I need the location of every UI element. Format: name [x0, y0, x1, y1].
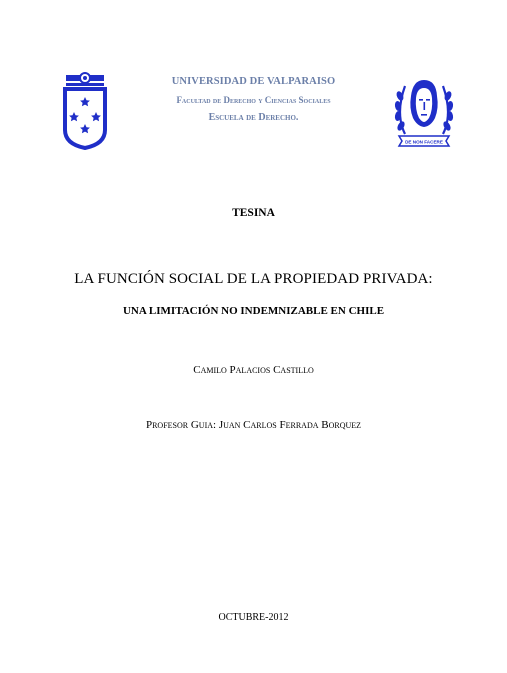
document-date: OCTUBRE-2012 [218, 612, 289, 623]
document-type: TESINA [232, 207, 275, 219]
document-title: LA FUNCIÓN SOCIAL DE LA PROPIEDAD PRIVADA: [74, 271, 433, 287]
faculty-name: Facultad de Derecho y Ciencias Sociales [176, 95, 331, 105]
advisor-name: Profesor Guia: Juan Carlos Ferrada Borquez [145, 419, 362, 431]
school-name: Escuela de Derecho. [208, 112, 299, 123]
document-subtitle: UNA LIMITACIÓN NO INDEMNIZABLE EN CHILE [122, 305, 385, 317]
author-name: Camilo Palacios Castillo [193, 364, 314, 376]
university-name: UNIVERSIDAD DE VALPARAISO [171, 76, 336, 87]
banner-text: DE NON FACERE [405, 139, 443, 145]
